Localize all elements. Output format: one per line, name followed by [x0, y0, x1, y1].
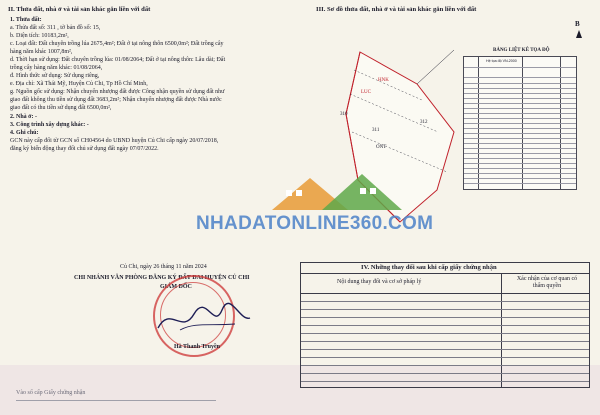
table-row: [464, 183, 576, 184]
text-line: hàng năm khác 1007,8m²,: [10, 49, 73, 55]
text-line: b. Diện tích: 10183,2m²,: [10, 33, 69, 39]
text-line: 4. Ghi chú:: [10, 130, 39, 136]
table-row: [464, 88, 576, 89]
signature-image: [150, 300, 260, 340]
table-row: [301, 325, 589, 326]
table-row: [464, 98, 576, 99]
changes-col-confirmation: Xác nhận của cơ quan có thẩm quyền: [516, 276, 578, 289]
changes-col-content: Nội dung thay đổi và cơ sở pháp lý: [337, 279, 422, 285]
table-row: [301, 373, 589, 374]
table-row: [464, 123, 576, 124]
dotted-line: [16, 400, 216, 401]
issuing-agency: CHI NHÁNH VĂN PHÒNG ĐĂNG KÝ ĐẤT ĐAI HUYỆN CỦ CHI: [74, 275, 250, 281]
text-line: 3. Công trình xây dựng khác: -: [10, 122, 89, 128]
north-arrow-icon: [576, 30, 582, 38]
text-line: a. Thửa đất số: 311 , tờ bản đồ số: 15,: [10, 25, 101, 31]
signer-name: Hà Thanh Truyền: [174, 344, 221, 350]
map-label: HNK: [378, 78, 389, 83]
signer-role: GIÁM ĐỐC: [160, 284, 192, 290]
table-row: [464, 173, 576, 174]
text-line: e. Địa chỉ: Xã Thái Mỹ, Huyện Củ Chi, Tp Hồ Chí Minh,: [10, 81, 148, 87]
table-row: [464, 128, 576, 129]
section-iv-title: IV. Những thay đổi sau khi cấp giấy chứng nhận: [361, 264, 497, 271]
text-line: c. Loại đất: Đất chuyên trồng lúa 2675,4m²; Đất ở tại nông thôn 6500,0m²; Đất trồng cây: [10, 41, 224, 47]
table-row: [464, 118, 576, 119]
text-line: 1. Thửa đất:: [10, 17, 42, 23]
section-ii-title: II. Thửa đất, nhà ở và tài sản khác gắn liền với đất: [8, 6, 151, 13]
changes-table: [300, 262, 590, 388]
map-label: 310: [340, 112, 348, 117]
table-row: [301, 349, 589, 350]
map-label: 311: [372, 128, 380, 133]
table-row: [464, 178, 576, 179]
table-row: [464, 138, 576, 139]
table-row: [301, 317, 589, 318]
table-row: [464, 83, 576, 84]
map-label: LUC: [361, 90, 371, 95]
text-line: g. Nguồn gốc sử dụng: Nhận chuyển nhượng đất được Công nhận quyền sử dụng đất như: [10, 89, 225, 95]
table-row: [301, 333, 589, 334]
map-label: ONT: [376, 145, 387, 150]
table-row: [464, 108, 576, 109]
table-row: [301, 301, 589, 302]
issue-date: Củ Chi, ngày 26 tháng 11 năm 2024: [120, 264, 207, 270]
table-row: [301, 381, 589, 382]
north-arrow-label: B: [575, 20, 580, 28]
table-row: [301, 357, 589, 358]
table-row: [464, 113, 576, 114]
text-line: giao đất không thu tiền sử dụng đất 3683,2m²; Nhận chuyển nhượng đất được Nhà nước: [10, 97, 222, 103]
map-label: 312: [420, 120, 428, 125]
coordinate-table-title: BẢNG LIỆT KÊ TỌA ĐỘ: [493, 48, 550, 53]
text-line: đ. Hình thức sử dụng: Sử dụng riêng,: [10, 73, 100, 79]
text-line: d. Thời hạn sử dụng: Đất chuyên trồng lúa: 01/08/2064; Đất ở tại nông thôn: Lâu dài; Đất: [10, 57, 226, 63]
register-footer: Vào sổ cấp Giấy chứng nhận: [16, 390, 86, 396]
table-row: [464, 93, 576, 94]
table-row: [464, 103, 576, 104]
table-row: [301, 341, 589, 342]
coordinate-table-subtitle: Hệ tọa độ VN-2000: [486, 59, 517, 63]
section-iii-title: III. Sơ đồ thửa đất, nhà ở và tài sản khác gắn liền với đất: [316, 6, 477, 13]
text-line: 2. Nhà ở: -: [10, 114, 37, 120]
table-row: [464, 168, 576, 169]
text-line: GCN này cấp đổi từ GCN số CH04564 do UBND huyện Củ Chi cấp ngày 20/07/2018,: [10, 138, 219, 144]
table-row: [464, 163, 576, 164]
table-row: [464, 143, 576, 144]
table-row: [464, 158, 576, 159]
table-row: [464, 148, 576, 149]
coordinate-table: [463, 56, 577, 190]
table-row: [301, 365, 589, 366]
text-line: đăng ký biến động thay đổi chủ sử dụng đất ngày 07/07/2022.: [10, 146, 159, 152]
watermark-logo: [262, 160, 422, 218]
table-row: [301, 309, 589, 310]
table-row: [464, 133, 576, 134]
text-line: giao đất có thu tiền sử dụng đất 6500,0m²,: [10, 105, 112, 111]
text-line: trồng cây hàng năm khác: 01/08/2064,: [10, 65, 103, 71]
table-row: [464, 153, 576, 154]
watermark-text: NHADATONLINE360.COM: [196, 213, 434, 234]
